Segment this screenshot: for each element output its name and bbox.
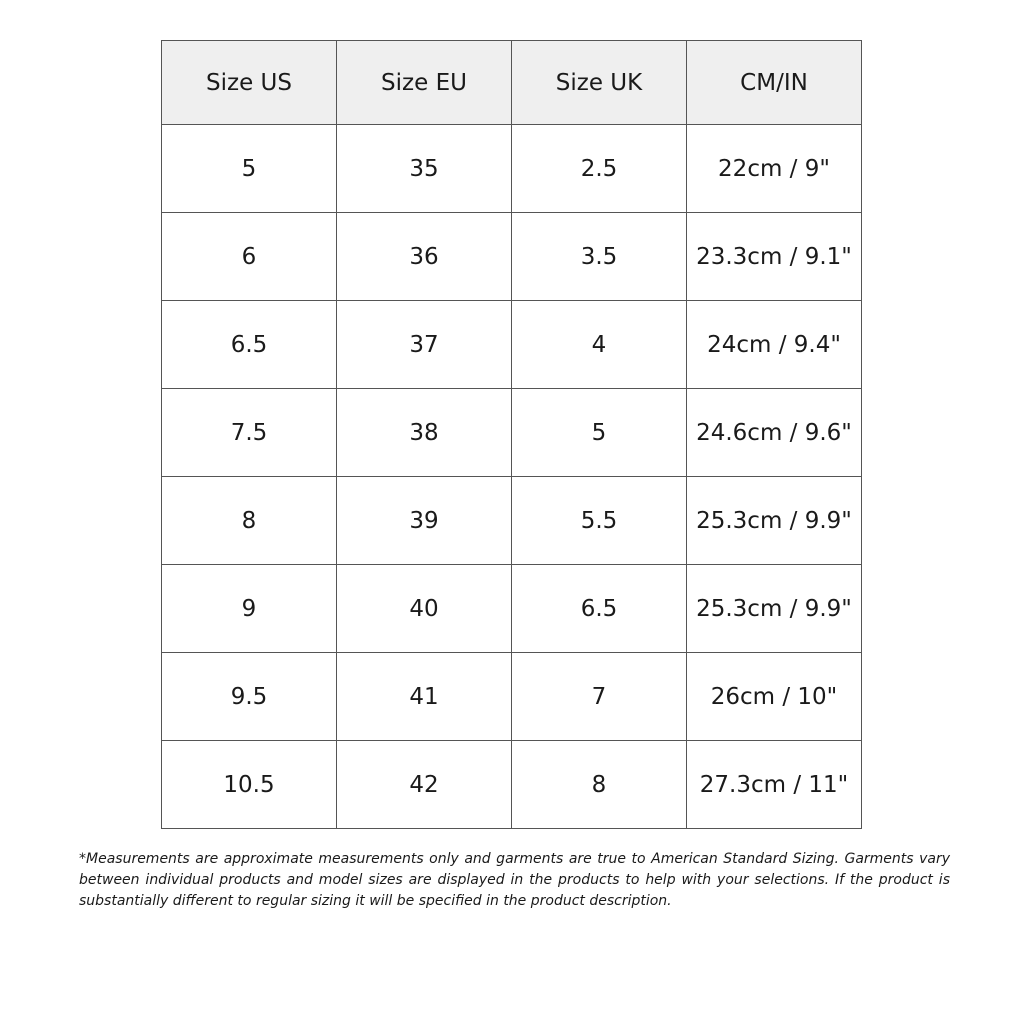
cell-cm-in: 23.3cm / 9.1" (687, 213, 862, 301)
cell-size-uk: 8 (512, 741, 687, 829)
table-row (162, 653, 862, 741)
cell-cm-in: 26cm / 10" (687, 653, 862, 741)
cell-size-us: 10.5 (162, 741, 337, 829)
cell-size-us: 7.5 (162, 389, 337, 477)
header-size-us: Size US (162, 41, 337, 125)
table-row (162, 477, 862, 565)
cell-size-eu: 38 (337, 389, 512, 477)
cell-cm-in: 25.3cm / 9.9" (687, 477, 862, 565)
cell-size-us: 5 (162, 125, 337, 213)
size-chart-table (161, 40, 862, 829)
cell-size-eu: 37 (337, 301, 512, 389)
cell-cm-in: 25.3cm / 9.9" (687, 565, 862, 653)
header-row (162, 41, 862, 125)
table-body (162, 125, 862, 829)
table-row (162, 301, 862, 389)
cell-size-eu: 40 (337, 565, 512, 653)
cell-cm-in: 22cm / 9" (687, 125, 862, 213)
cell-size-uk: 3.5 (512, 213, 687, 301)
cell-cm-in: 24.6cm / 9.6" (687, 389, 862, 477)
cell-size-uk: 4 (512, 301, 687, 389)
cell-size-us: 8 (162, 477, 337, 565)
table-row (162, 213, 862, 301)
cell-size-uk: 5 (512, 389, 687, 477)
cell-size-us: 6 (162, 213, 337, 301)
cell-size-uk: 6.5 (512, 565, 687, 653)
cell-size-uk: 5.5 (512, 477, 687, 565)
header-size-uk: Size UK (512, 41, 687, 125)
table-row (162, 741, 862, 829)
cell-size-eu: 36 (337, 213, 512, 301)
table-row (162, 125, 862, 213)
cell-size-eu: 41 (337, 653, 512, 741)
cell-size-uk: 2.5 (512, 125, 687, 213)
cell-size-us: 9.5 (162, 653, 337, 741)
cell-cm-in: 24cm / 9.4" (687, 301, 862, 389)
cell-size-us: 9 (162, 565, 337, 653)
cell-size-eu: 39 (337, 477, 512, 565)
cell-size-uk: 7 (512, 653, 687, 741)
cell-size-eu: 42 (337, 741, 512, 829)
table-row (162, 389, 862, 477)
table-header (162, 41, 862, 125)
header-cm-in: CM/IN (687, 41, 862, 125)
cell-size-eu: 35 (337, 125, 512, 213)
header-size-eu: Size EU (337, 41, 512, 125)
cell-cm-in: 27.3cm / 11" (687, 741, 862, 829)
sizing-disclaimer-note: *Measurements are approximate measurements only and garments are true to American Standard Sizing. Garments vary between individual products and model sizes are displayed in the products to help with your selections. If the product is substantially different to regular sizing it will be specified in the product description. (79, 851, 950, 909)
cell-size-us: 6.5 (162, 301, 337, 389)
table-row (162, 565, 862, 653)
